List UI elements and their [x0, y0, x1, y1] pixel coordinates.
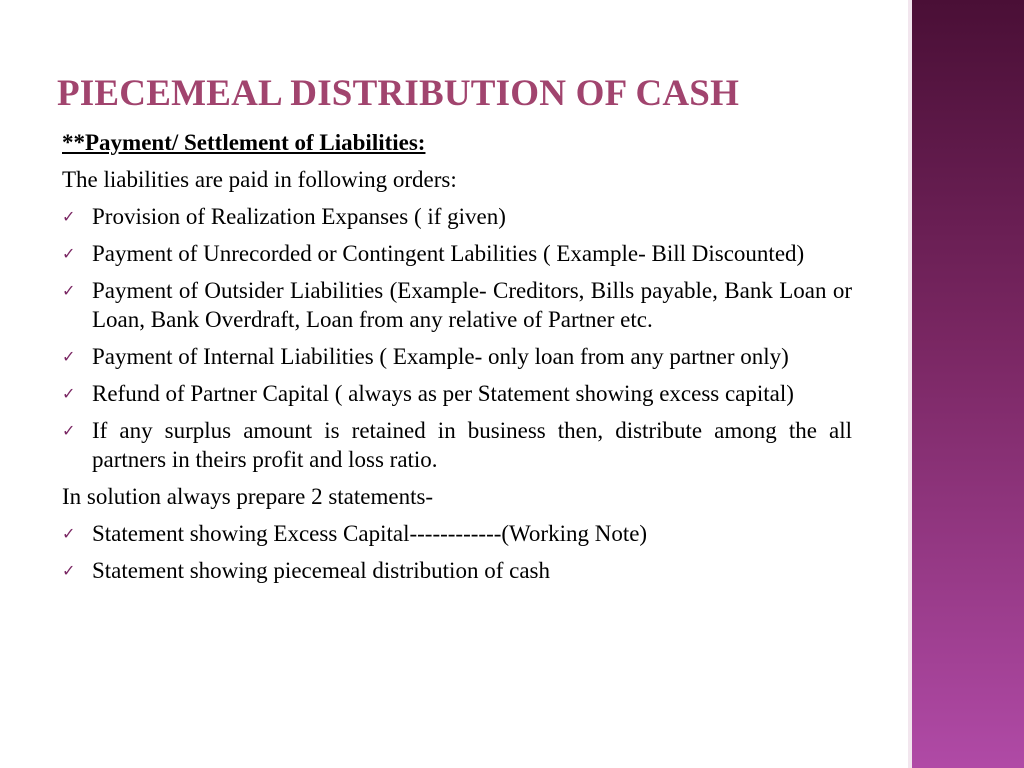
list-item-text: Payment of Unrecorded or Contingent Labilities ( Example- Bill Discounted)	[92, 241, 805, 266]
list-item-text: Statement showing piecemeal distribution of cash	[92, 558, 550, 583]
slide-content	[62, 128, 852, 593]
list-item-text: Provision of Realization Expanses ( if given)	[92, 204, 506, 229]
list-item-text: Statement showing Excess Capital------------(Working Note)	[92, 521, 648, 546]
list-item	[62, 556, 852, 585]
list-item	[62, 202, 852, 231]
list-item	[62, 276, 852, 334]
slide-title: PIECEMEAL DISTRIBUTION OF CASH	[57, 73, 740, 114]
list-item	[62, 342, 852, 371]
statements-intro: In solution always prepare 2 statements-	[62, 484, 434, 509]
check-icon: ✓	[62, 524, 76, 543]
intro-text: The liabilities are paid in following orders:	[62, 167, 457, 192]
list-item	[62, 416, 852, 474]
section-heading: **Payment/ Settlement of Liabilities:	[62, 130, 426, 155]
list-item-text: Payment of Outsider Liabilities (Example- Creditors, Bills payable, Bank Loan or Loan, Bank Overdraft, Loan from any relative of Partner etc.	[92, 278, 852, 332]
list-item	[62, 379, 852, 408]
list-item-text: If any surplus amount is retained in business then, distribute among the all partners in theirs profit and loss ratio.	[92, 418, 852, 472]
check-icon: ✓	[62, 384, 76, 403]
list-item-text: Refund of Partner Capital ( always as per Statement showing excess capital)	[92, 381, 794, 406]
check-icon: ✓	[62, 244, 76, 263]
check-icon: ✓	[62, 421, 76, 440]
check-icon: ✓	[62, 347, 76, 366]
decorative-sidebar	[912, 0, 1024, 768]
list-item	[62, 239, 852, 268]
list-item-text: Payment of Internal Liabilities ( Example- only loan from any partner only)	[92, 344, 789, 369]
check-icon: ✓	[62, 207, 76, 226]
list-item	[62, 519, 852, 548]
liabilities-list	[62, 202, 852, 474]
check-icon: ✓	[62, 281, 76, 300]
check-icon: ✓	[62, 561, 76, 580]
statements-list	[62, 519, 852, 585]
